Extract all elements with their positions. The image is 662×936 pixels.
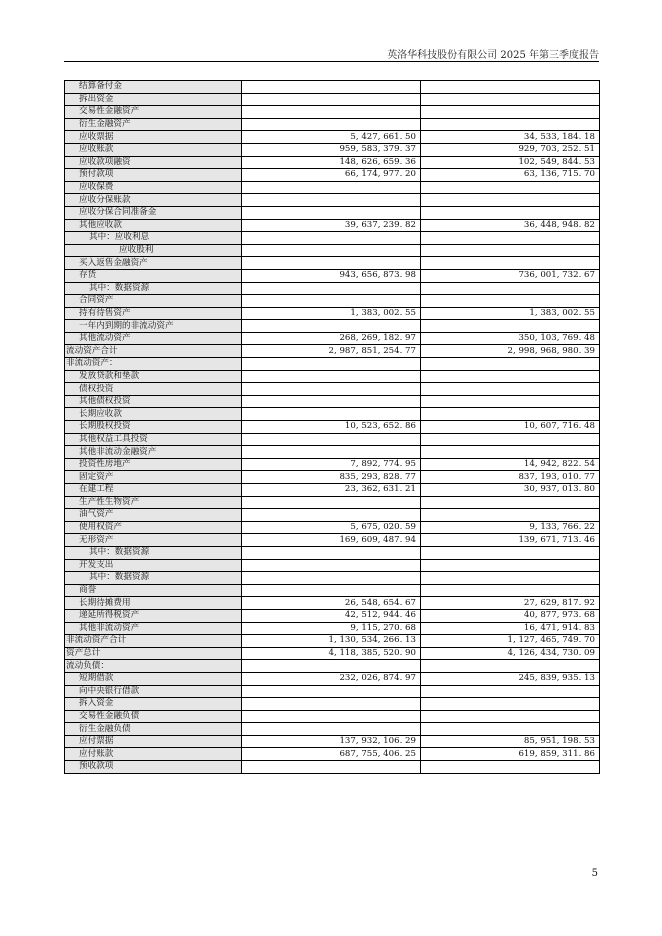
- prior-period-value: [421, 118, 600, 131]
- table-row: [65, 81, 600, 94]
- table-row: [65, 660, 600, 673]
- table-row: [65, 156, 600, 169]
- row-label: 其他非流动资产: [65, 622, 242, 635]
- current-period-value: 5, 675, 020. 59: [242, 521, 421, 534]
- row-label: 无形资产: [65, 534, 242, 547]
- prior-period-value: 14, 942, 822. 54: [421, 458, 600, 471]
- current-period-value: 148, 626, 659. 36: [242, 156, 421, 169]
- row-label: 应付票据: [65, 735, 242, 748]
- current-period-value: 687, 755, 406. 25: [242, 748, 421, 761]
- current-period-value: [242, 206, 421, 219]
- prior-period-value: [421, 723, 600, 736]
- current-period-value: [242, 370, 421, 383]
- table-row: [65, 584, 600, 597]
- prior-period-value: [421, 370, 600, 383]
- prior-period-value: [421, 433, 600, 446]
- prior-period-value: 30, 937, 013. 80: [421, 484, 600, 497]
- current-period-value: [242, 660, 421, 673]
- current-period-value: 39, 637, 239. 82: [242, 219, 421, 232]
- prior-period-value: 102, 549, 844. 53: [421, 156, 600, 169]
- current-period-value: 169, 609, 487. 94: [242, 534, 421, 547]
- current-period-value: [242, 257, 421, 270]
- row-label: 持有待售资产: [65, 307, 242, 320]
- table-row: [65, 181, 600, 194]
- current-period-value: 5, 427, 661. 50: [242, 131, 421, 144]
- prior-period-value: [421, 383, 600, 396]
- current-period-value: 66, 174, 977. 20: [242, 169, 421, 182]
- prior-period-value: [421, 181, 600, 194]
- row-label: 应付账款: [65, 748, 242, 761]
- table-row: [65, 710, 600, 723]
- row-label: 在建工程: [65, 484, 242, 497]
- table-row: [65, 383, 600, 396]
- prior-period-value: 139, 671, 713. 46: [421, 534, 600, 547]
- current-period-value: 9, 115, 270. 68: [242, 622, 421, 635]
- table-row: [65, 307, 600, 320]
- current-period-value: 10, 523, 652. 86: [242, 421, 421, 434]
- row-label: 其他非流动金融资产: [65, 446, 242, 459]
- prior-period-value: [421, 546, 600, 559]
- table-row: [65, 282, 600, 295]
- current-period-value: [242, 358, 421, 371]
- row-label: 应收保费: [65, 181, 242, 194]
- row-label: 应收分保合同准备金: [65, 206, 242, 219]
- row-label: 商誉: [65, 584, 242, 597]
- row-label: 预收款项: [65, 761, 242, 774]
- prior-period-value: 245, 839, 935. 13: [421, 672, 600, 685]
- prior-period-value: [421, 232, 600, 245]
- prior-period-value: 929, 703, 252. 51: [421, 143, 600, 156]
- current-period-value: [242, 723, 421, 736]
- prior-period-value: [421, 93, 600, 106]
- current-period-value: [242, 395, 421, 408]
- prior-period-value: 10, 607, 716. 48: [421, 421, 600, 434]
- current-period-value: 232, 026, 874. 97: [242, 672, 421, 685]
- row-label: 应收账款: [65, 143, 242, 156]
- table-row: [65, 332, 600, 345]
- header-divider: [64, 61, 599, 62]
- row-label: 合同资产: [65, 295, 242, 308]
- current-period-value: 2, 987, 851, 254. 77: [242, 345, 421, 358]
- row-label: 应收票据: [65, 131, 242, 144]
- table-row: [65, 572, 600, 585]
- current-period-value: 42, 512, 944. 46: [242, 609, 421, 622]
- prior-period-value: [421, 206, 600, 219]
- prior-period-value: [421, 710, 600, 723]
- current-period-value: [242, 761, 421, 774]
- current-period-value: [242, 446, 421, 459]
- current-period-value: [242, 496, 421, 509]
- table-row: [65, 370, 600, 383]
- row-label: 长期股权投资: [65, 421, 242, 434]
- row-label: 长期应收款: [65, 408, 242, 421]
- current-period-value: 1, 383, 002. 55: [242, 307, 421, 320]
- current-period-value: [242, 509, 421, 522]
- document-header-title: 英洛华科技股份有限公司 2025 年第三季度报告: [387, 50, 599, 61]
- prior-period-value: [421, 698, 600, 711]
- current-period-value: [242, 433, 421, 446]
- current-period-value: 943, 656, 873. 98: [242, 269, 421, 282]
- prior-period-value: 1, 383, 002. 55: [421, 307, 600, 320]
- table-row: [65, 458, 600, 471]
- row-label: 其中：应收利息: [65, 232, 242, 245]
- table-row: [65, 269, 600, 282]
- table-row: [65, 609, 600, 622]
- prior-period-value: [421, 395, 600, 408]
- prior-period-value: 27, 629, 817. 92: [421, 597, 600, 610]
- current-period-value: [242, 572, 421, 585]
- current-period-value: 137, 932, 106. 29: [242, 735, 421, 748]
- row-label: 其中：数据资源: [65, 282, 242, 295]
- table-row: [65, 647, 600, 660]
- row-label: 应收股利: [65, 244, 242, 257]
- balance-sheet-table: [64, 80, 600, 774]
- prior-period-value: 2, 998, 968, 980. 39: [421, 345, 600, 358]
- page-number: 5: [591, 868, 598, 879]
- table-row: [65, 559, 600, 572]
- prior-period-value: [421, 408, 600, 421]
- table-row: [65, 534, 600, 547]
- current-period-value: [242, 81, 421, 94]
- row-label: 拆出资金: [65, 93, 242, 106]
- table-row: [65, 143, 600, 156]
- table-row: [65, 433, 600, 446]
- row-label: 向中央银行借款: [65, 685, 242, 698]
- row-label: 拆入资金: [65, 698, 242, 711]
- prior-period-value: [421, 761, 600, 774]
- prior-period-value: [421, 446, 600, 459]
- table-row: [65, 295, 600, 308]
- prior-period-value: 619, 859, 311. 86: [421, 748, 600, 761]
- prior-period-value: [421, 584, 600, 597]
- row-label: 一年内到期的非流动资产: [65, 320, 242, 333]
- row-label: 其他权益工具投资: [65, 433, 242, 446]
- table-row: [65, 169, 600, 182]
- current-period-value: [242, 698, 421, 711]
- current-period-value: [242, 93, 421, 106]
- current-period-value: [242, 559, 421, 572]
- prior-period-value: [421, 685, 600, 698]
- current-period-value: 1, 130, 534, 266. 13: [242, 635, 421, 648]
- table-row: [65, 408, 600, 421]
- row-label: 非流动资产合计: [65, 635, 242, 648]
- prior-period-value: [421, 559, 600, 572]
- table-row: [65, 748, 600, 761]
- prior-period-value: [421, 358, 600, 371]
- row-label: 流动负债：: [65, 660, 242, 673]
- row-label: 应收分保账款: [65, 194, 242, 207]
- row-label: 其他债权投资: [65, 395, 242, 408]
- prior-period-value: [421, 660, 600, 673]
- row-label: 长期待摊费用: [65, 597, 242, 610]
- current-period-value: [242, 181, 421, 194]
- table-row: [65, 131, 600, 144]
- prior-period-value: [421, 257, 600, 270]
- row-label: 非流动资产：: [65, 358, 242, 371]
- row-label: 其他流动资产: [65, 332, 242, 345]
- row-label: 交易性金融负债: [65, 710, 242, 723]
- current-period-value: [242, 685, 421, 698]
- table-row: [65, 358, 600, 371]
- current-period-value: 23, 362, 631. 21: [242, 484, 421, 497]
- prior-period-value: [421, 81, 600, 94]
- row-label: 递延所得税资产: [65, 609, 242, 622]
- row-label: 存货: [65, 269, 242, 282]
- table-row: [65, 232, 600, 245]
- row-label: 其中：数据资源: [65, 546, 242, 559]
- prior-period-value: [421, 106, 600, 119]
- current-period-value: [242, 244, 421, 257]
- table-row: [65, 672, 600, 685]
- table-row: [65, 395, 600, 408]
- row-label: 其中：数据资源: [65, 572, 242, 585]
- row-label: 结算备付金: [65, 81, 242, 94]
- table-row: [65, 685, 600, 698]
- current-period-value: [242, 408, 421, 421]
- row-label: 短期借款: [65, 672, 242, 685]
- row-label: 其他应收款: [65, 219, 242, 232]
- table-row: [65, 118, 600, 131]
- prior-period-value: 63, 136, 715. 70: [421, 169, 600, 182]
- prior-period-value: 9, 133, 766. 22: [421, 521, 600, 534]
- current-period-value: [242, 710, 421, 723]
- prior-period-value: 16, 471, 914. 83: [421, 622, 600, 635]
- row-label: 生产性生物资产: [65, 496, 242, 509]
- table-row: [65, 735, 600, 748]
- current-period-value: 835, 293, 828. 77: [242, 471, 421, 484]
- prior-period-value: [421, 194, 600, 207]
- table-row: [65, 546, 600, 559]
- prior-period-value: 736, 001, 732. 67: [421, 269, 600, 282]
- current-period-value: [242, 194, 421, 207]
- row-label: 交易性金融资产: [65, 106, 242, 119]
- table-row: [65, 622, 600, 635]
- table-row: [65, 320, 600, 333]
- current-period-value: [242, 320, 421, 333]
- table-row: [65, 421, 600, 434]
- current-period-value: [242, 282, 421, 295]
- current-period-value: 26, 548, 654. 67: [242, 597, 421, 610]
- table-row: [65, 345, 600, 358]
- current-period-value: [242, 295, 421, 308]
- table-row: [65, 244, 600, 257]
- row-label: 应收款项融资: [65, 156, 242, 169]
- row-label: 衍生金融资产: [65, 118, 242, 131]
- row-label: 油气资产: [65, 509, 242, 522]
- row-label: 投资性房地产: [65, 458, 242, 471]
- table-row: [65, 194, 600, 207]
- prior-period-value: 85, 951, 198. 53: [421, 735, 600, 748]
- table-row: [65, 723, 600, 736]
- table-row: [65, 521, 600, 534]
- prior-period-value: 40, 877, 973. 68: [421, 609, 600, 622]
- prior-period-value: [421, 282, 600, 295]
- table-row: [65, 484, 600, 497]
- row-label: 开发支出: [65, 559, 242, 572]
- table-row: [65, 597, 600, 610]
- table-row: [65, 446, 600, 459]
- row-label: 资产总计: [65, 647, 242, 660]
- prior-period-value: 837, 193, 010. 77: [421, 471, 600, 484]
- table-row: [65, 206, 600, 219]
- row-label: 买入返售金融资产: [65, 257, 242, 270]
- table-row: [65, 698, 600, 711]
- table-row: [65, 219, 600, 232]
- row-label: 固定资产: [65, 471, 242, 484]
- prior-period-value: 4, 126, 434, 730. 09: [421, 647, 600, 660]
- prior-period-value: 36, 448, 948. 82: [421, 219, 600, 232]
- table-row: [65, 257, 600, 270]
- current-period-value: [242, 383, 421, 396]
- row-label: 使用权资产: [65, 521, 242, 534]
- prior-period-value: [421, 572, 600, 585]
- prior-period-value: 34, 533, 184. 18: [421, 131, 600, 144]
- prior-period-value: [421, 509, 600, 522]
- row-label: 发放贷款和垫款: [65, 370, 242, 383]
- table-row: [65, 93, 600, 106]
- current-period-value: [242, 584, 421, 597]
- prior-period-value: 350, 103, 769. 48: [421, 332, 600, 345]
- table-row: [65, 635, 600, 648]
- prior-period-value: [421, 496, 600, 509]
- table-row: [65, 509, 600, 522]
- current-period-value: [242, 546, 421, 559]
- row-label: 债权投资: [65, 383, 242, 396]
- row-label: 流动资产合计: [65, 345, 242, 358]
- prior-period-value: [421, 320, 600, 333]
- current-period-value: 4, 118, 385, 520. 90: [242, 647, 421, 660]
- row-label: 衍生金融负债: [65, 723, 242, 736]
- current-period-value: [242, 118, 421, 131]
- prior-period-value: [421, 295, 600, 308]
- prior-period-value: [421, 244, 600, 257]
- table-row: [65, 471, 600, 484]
- current-period-value: [242, 232, 421, 245]
- prior-period-value: 1, 127, 465, 749. 70: [421, 635, 600, 648]
- table-row: [65, 496, 600, 509]
- current-period-value: 268, 269, 182. 97: [242, 332, 421, 345]
- current-period-value: 959, 583, 379. 37: [242, 143, 421, 156]
- current-period-value: 7, 892, 774. 95: [242, 458, 421, 471]
- table-row: [65, 106, 600, 119]
- balance-sheet-body: [65, 81, 600, 774]
- table-row: [65, 761, 600, 774]
- current-period-value: [242, 106, 421, 119]
- row-label: 预付款项: [65, 169, 242, 182]
